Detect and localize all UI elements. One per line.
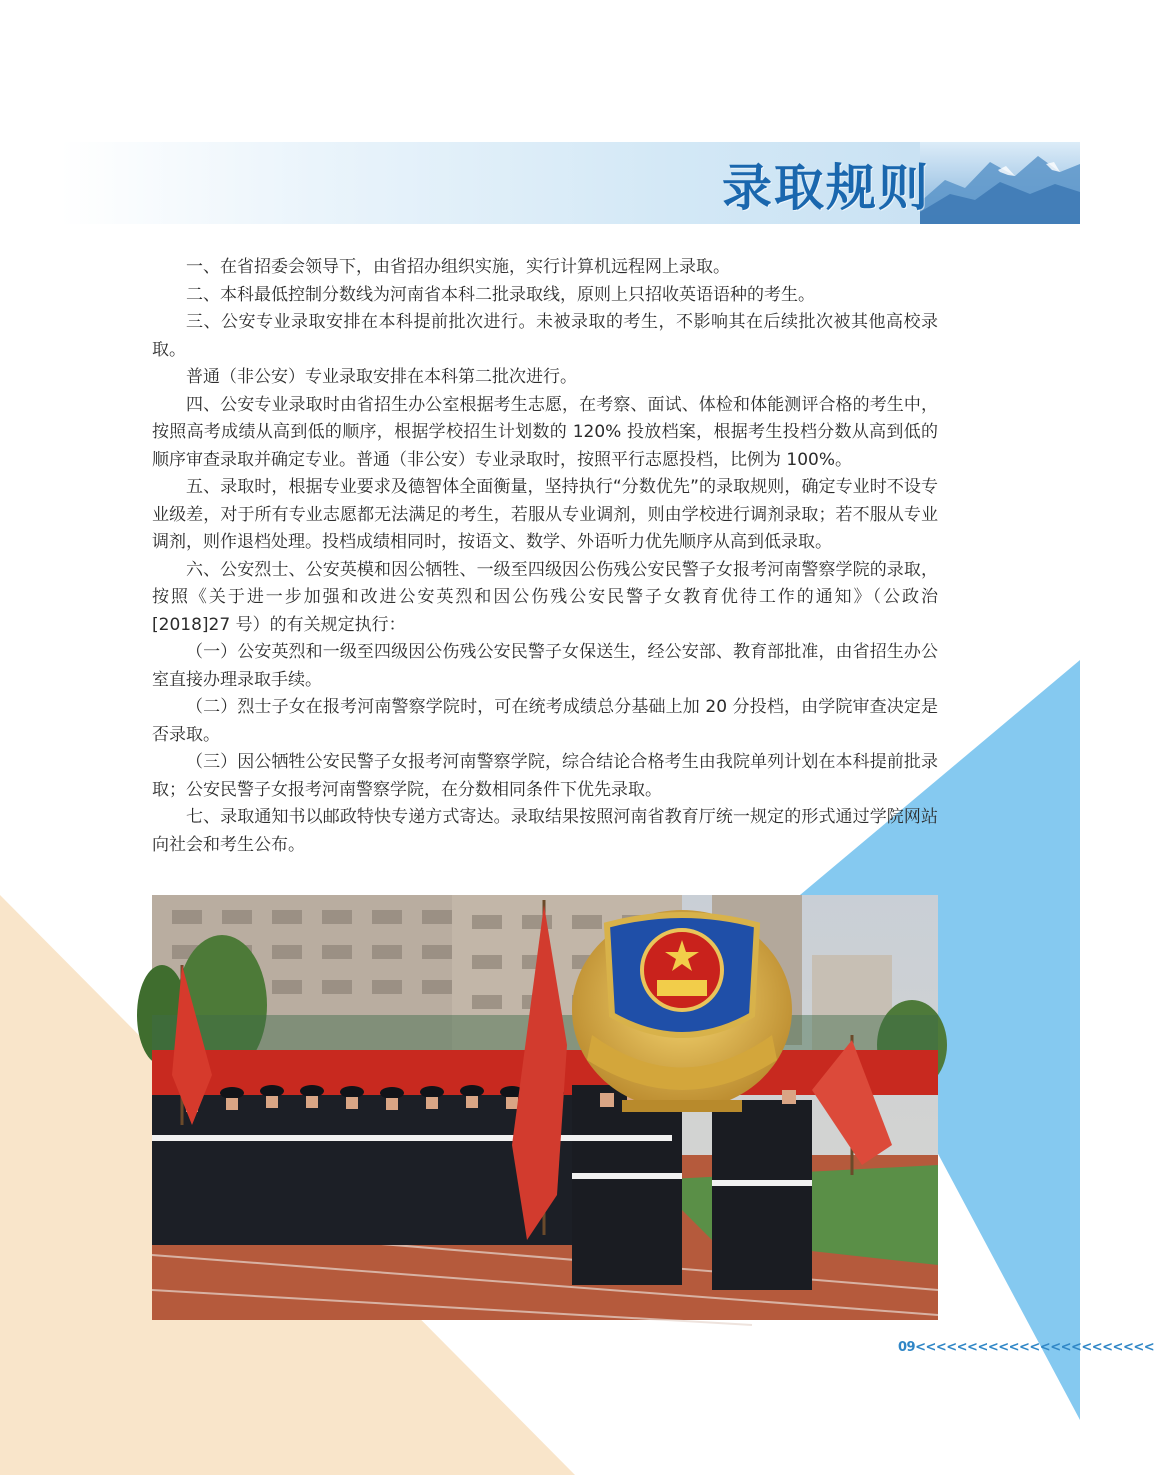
page-number-value: 09 <box>898 1340 916 1355</box>
rule-paragraph-3: 三、公安专业录取安排在本科提前批次进行。未被录取的考生，不影响其在后续批次被其他高校录取。 <box>152 312 938 360</box>
parade-photo <box>152 895 938 1320</box>
rule-paragraph-5: 五、录取时，根据专业要求及德智体全面衡量，坚持执行“分数优先”的录取规则，确定专业时不设专业级差，对于所有专业志愿都无法满足的考生，若服从专业调剂，则由学校进行调剂录取；若不服从专业调剂，则作退档处理。投档成绩相同时，按语文、数学、外语听力优先顺序从高到低录取。 <box>152 477 938 552</box>
page-number <box>898 1340 1154 1360</box>
rule-paragraph-2: 二、本科最低控制分数线为河南省本科二批录取线，原则上只招收英语语种的考生。 <box>186 284 815 305</box>
page-title: 录取规则 <box>722 159 930 217</box>
rule-paragraph-3-note: 普通（非公安）专业录取安排在本科第二批次进行。 <box>186 367 577 387</box>
rule-paragraph-6: 六、公安烈士、公安英模和因公牺牲、一级至四级因公伤残公安民警子女报考河南警察学院的录取，按照《关于进一步加强和改进公安英烈和因公伤残公安民警子女教育优待工作的通知》（公政治 [2018]27 号）的有关规定执行： <box>152 559 938 635</box>
rule-paragraph-7: 七、录取通知书以邮政特快专递方式寄达。录取结果按照河南省教育厅统一规定的形式通过学院网站向社会和考生公布。 <box>152 807 938 855</box>
rule-paragraph-4: 四、公安专业录取时由省招生办公室根据考生志愿，在考察、面试、体检和体能测评合格的考生中，按照高考成绩从高到低的顺序，根据学校招生计划数的 120% 投放档案，根据考生投档分数从高到低的顺序审查录取并确定专业。普通（非公安）专业录取时，按照平行志愿投档，比例为 100%。 <box>152 394 938 470</box>
rule-paragraph-6-2: （二）烈士子女在报考河南警察学院时，可在统考成绩总分基础上加 20 分投档，由学院审查决定是否录取。 <box>152 697 938 745</box>
admission-rules-text <box>152 254 938 859</box>
rule-paragraph-1: 一、在省招委会领导下，由省招办组织实施，实行计算机远程网上录取。 <box>186 257 730 277</box>
rule-paragraph-6-1: （一）公安英烈和一级至四级因公伤残公安民警子女保送生，经公安部、教育部批准，由省招生办公室直接办理录取手续。 <box>152 642 938 690</box>
rule-paragraph-6-3: （三）因公牺牲公安民警子女报考河南警察学院，综合结论合格考生由我院单列计划在本科提前批录取；公安民警子女报考河南警察学院，在分数相同条件下优先录取。 <box>152 752 938 800</box>
mountain-graphic <box>920 142 1080 224</box>
page-arrows-decoration: <<<<<<<<<<<<<<<<<<<<<<< <box>915 1340 1154 1355</box>
